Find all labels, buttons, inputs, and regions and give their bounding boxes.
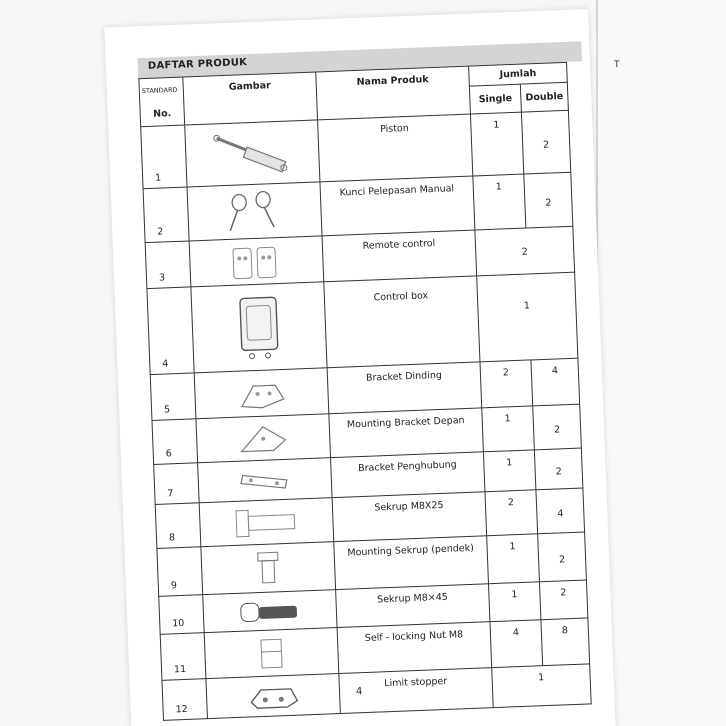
row-name: Piston [318, 114, 473, 182]
row-no: 9 [157, 547, 203, 597]
row-no: 12 [162, 679, 208, 721]
row-name: Limit stopper [339, 668, 493, 714]
row-qty-merged: 1 [492, 664, 591, 708]
row-single: 1 [473, 174, 526, 230]
keys-icon [187, 182, 322, 241]
row-double: 4 [536, 488, 585, 534]
page-number: 4 [355, 686, 363, 698]
header-double: Double [520, 82, 568, 112]
row-name: Sekrup M8×45 [336, 584, 490, 628]
standard-label: STANDARD [141, 85, 178, 96]
row-single: 1 [487, 534, 540, 584]
row-qty-merged: 1 [477, 272, 578, 362]
row-single: 1 [470, 112, 523, 176]
long-screw-icon [203, 590, 337, 633]
screw-icon [199, 498, 334, 547]
limit-stopper-icon [206, 674, 340, 719]
row-name: Control box [324, 276, 480, 368]
row-no: 2 [143, 187, 189, 243]
row-name: Bracket Penghubung [331, 452, 485, 498]
wall-bracket-icon [194, 368, 329, 419]
row-no: 11 [160, 633, 206, 681]
row-single: 1 [482, 406, 535, 452]
row-no: 5 [150, 373, 196, 421]
row-single: 4 [490, 620, 543, 668]
header-no [139, 77, 185, 127]
row-double: 2 [524, 172, 573, 228]
row-double: 4 [531, 358, 580, 406]
row-no: 8 [155, 503, 201, 549]
header-name: Nama Produk [316, 66, 471, 120]
row-single: 2 [485, 490, 538, 536]
manual-page [104, 9, 615, 726]
row-name: Mounting Sekrup (pendek) [334, 536, 489, 590]
adjacent-page-letter: T [614, 60, 620, 70]
row-single: 1 [483, 450, 535, 492]
row-double: 8 [541, 618, 590, 666]
row-no: 10 [159, 595, 204, 635]
header-image: Gambar [183, 72, 318, 125]
header-no-label: No. [152, 108, 172, 120]
row-double: 2 [534, 448, 583, 490]
remote-icon [189, 236, 324, 287]
adjacent-page [596, 0, 726, 726]
row-no: 4 [147, 287, 194, 375]
short-screw-icon [201, 542, 336, 595]
front-bracket-icon [196, 414, 331, 463]
table-row [147, 272, 578, 374]
row-name: Self - locking Nut M8 [337, 622, 492, 674]
row-double: 2 [521, 110, 570, 174]
row-name: Kunci Pelepasan Manual [320, 176, 475, 236]
row-double: 2 [533, 404, 582, 450]
row-no: 3 [145, 241, 191, 289]
header-single: Single [469, 84, 521, 114]
row-single: 2 [480, 360, 533, 408]
row-name: Bracket Dinding [327, 362, 482, 414]
row-no: 1 [141, 125, 187, 189]
row-no: 7 [154, 463, 200, 505]
connecting-bracket-icon [198, 458, 332, 503]
row-no: 6 [152, 419, 198, 465]
header-qty: Jumlah [469, 62, 568, 86]
product-table [138, 62, 591, 721]
row-name: Mounting Bracket Depan [329, 408, 484, 458]
row-single: 1 [488, 582, 540, 622]
row-name: Remote control [322, 230, 477, 282]
page-title: DAFTAR PRODUK [147, 57, 248, 72]
nut-icon [204, 628, 339, 679]
row-qty-merged: 2 [475, 226, 575, 276]
control-box-icon [191, 282, 327, 373]
row-double: 2 [539, 580, 587, 620]
row-double: 2 [538, 532, 587, 582]
piston-icon [185, 120, 320, 187]
row-name: Sekrup M8X25 [332, 492, 487, 542]
